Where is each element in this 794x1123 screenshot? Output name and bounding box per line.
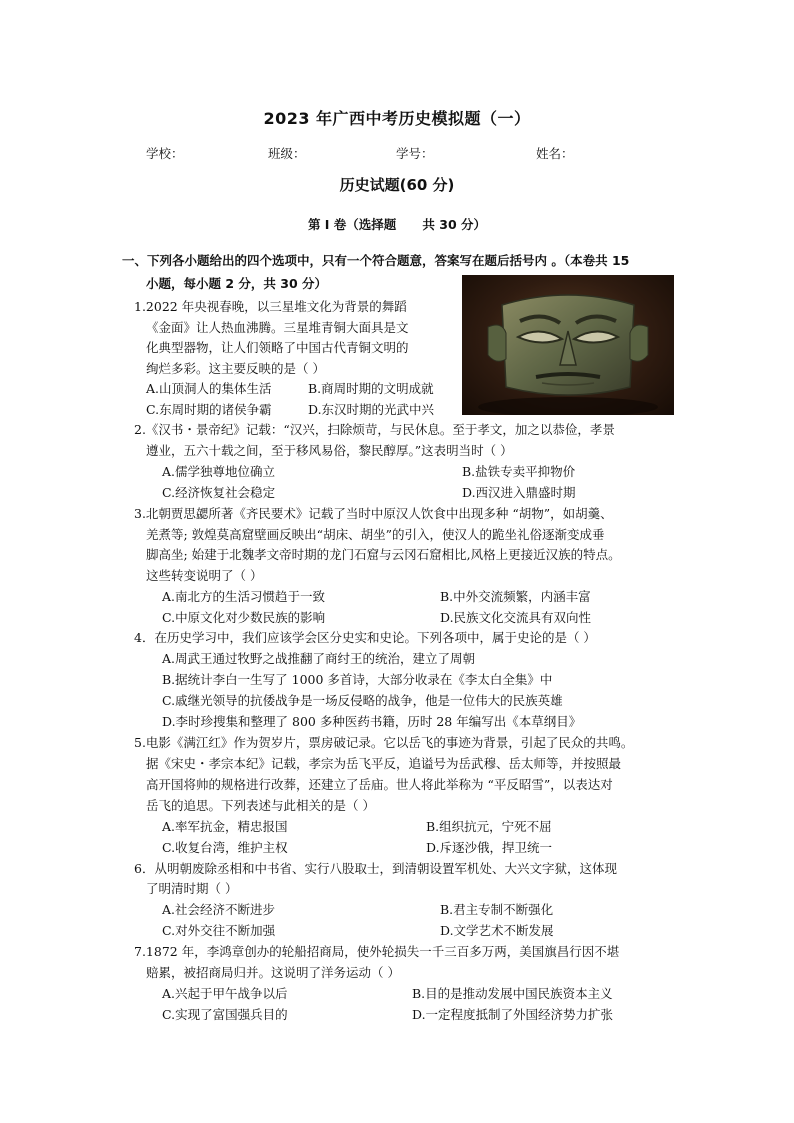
q5-stem-line: 岳飞的追思。下列表述与此相关的是（ ） bbox=[146, 798, 375, 813]
q5-option-d: D.斥逐沙俄，捍卫统一 bbox=[426, 840, 553, 855]
q3-option-c: C.中原文化对少数民族的影响 bbox=[162, 610, 326, 625]
q1-option-a: A.山顶洞人的集体生活 bbox=[146, 381, 272, 396]
section-instruction-cont: 小题，每小题 2 分，共 30 分） bbox=[146, 276, 328, 291]
school-field-label: 学校： bbox=[146, 146, 184, 161]
q3-option-a: A.南北方的生活习惯趋于一致 bbox=[162, 589, 326, 604]
q4-option-b: B.据统计李白一生写了 1000 多首诗，大部分收录在《李太白全集》中 bbox=[162, 672, 553, 687]
q6-option-d: D.文学艺术不断发展 bbox=[440, 923, 554, 938]
q1-option-d: D.东汉时期的光武中兴 bbox=[308, 402, 435, 417]
q5-stem-line: 据《宋史・孝宗本纪》记载，孝宗为岳飞平反，追谥号为岳武穆、岳太师等，并按照最 bbox=[146, 756, 622, 771]
student-info-row bbox=[146, 144, 666, 162]
q2-stem-line: 2.《汉书・景帝纪》记载：“汉兴，扫除烦苛，与民休息。至于孝文，加之以恭俭，孝景 bbox=[134, 422, 615, 437]
q6-option-c: C.对外交往不断加强 bbox=[162, 923, 276, 938]
q4-option-d: D.李时珍搜集和整理了 800 多种医药书籍，历时 28 年编写出《本草纲目》 bbox=[162, 714, 582, 729]
q3-option-b: B.中外交流频繁，内涵丰富 bbox=[440, 589, 591, 604]
q1-stem-line: 《金面》让人热血沸腾。三星堆青铜大面具是文 bbox=[146, 320, 409, 335]
q2-option-d: D.西汉进入鼎盛时期 bbox=[462, 485, 576, 500]
student-number-field-label: 学号： bbox=[396, 146, 434, 161]
q1-option-b: B.商周时期的文明成就 bbox=[308, 381, 434, 396]
section-instruction: 一、下列各小题给出的四个选项中，只有一个符合题意，答案写在题后括号内 。（本卷共 15 bbox=[122, 253, 630, 268]
q5-stem-line: 5.电影《满江红》作为贺岁片，票房破记录。它以岳飞的事迹为背景，引起了民众的共鸣。 bbox=[134, 735, 634, 750]
q1-stem-line: 绚烂多彩。这主要反映的是（ ） bbox=[146, 361, 325, 376]
q3-stem-line: 羌煮等; 敦煌莫高窟壁画反映出“胡床、胡坐”的引入，使汉人的跪坐礼俗逐渐变成垂 bbox=[146, 527, 605, 542]
q2-option-b: B.盐铁专卖平抑物价 bbox=[462, 464, 576, 479]
q6-stem-line: 了明清时期（ ） bbox=[146, 881, 238, 896]
q3-option-d: D.民族文化交流具有双向性 bbox=[440, 610, 592, 625]
q4-option-a: A.周武王通过牧野之战推翻了商纣王的统治，建立了周朝 bbox=[162, 651, 476, 666]
exam-title: 2023 年广西中考历史模拟题（一） bbox=[263, 109, 531, 128]
q5-option-a: A.率军抗金，精忠报国 bbox=[162, 819, 288, 834]
q4-option-c: C.戚继光领导的抗倭战争是一场反侵略的战争，他是一位伟大的民族英雄 bbox=[162, 693, 563, 708]
q6-option-b: B.君主专制不断强化 bbox=[440, 902, 554, 917]
name-field-label: 姓名： bbox=[536, 146, 574, 161]
class-field-label: 班级： bbox=[268, 146, 306, 161]
sanxingdui-bronze-mask-image bbox=[462, 275, 674, 415]
q3-stem-line: 3.北朝贾思勰所著《齐民要术》记载了当时中原汉人饮食中出现多种 “胡物”，如胡羹、 bbox=[134, 506, 613, 521]
q3-stem-line: 这些转变说明了（ ） bbox=[146, 568, 263, 583]
q4-stem-line: 4．在历史学习中，我们应该学会区分史实和史论。下列各项中，属于史论的是（ ） bbox=[134, 630, 596, 645]
q7-option-a: A.兴起于甲午战争以后 bbox=[162, 986, 288, 1001]
q6-option-a: A.社会经济不断进步 bbox=[162, 902, 276, 917]
q7-option-d: D.一定程度抵制了外国经济势力扩张 bbox=[412, 1007, 614, 1022]
q5-option-c: C.收复台湾，维护主权 bbox=[162, 840, 288, 855]
bronze-mask-icon bbox=[462, 275, 674, 415]
q1-stem-line: 1.2022 年央视春晚，以三星堆文化为背景的舞蹈 bbox=[134, 299, 407, 314]
q1-stem-line: 化典型器物，让人们领略了中国古代青铜文明的 bbox=[146, 340, 409, 355]
q6-stem-line: 6．从明朝废除丞相和中书省、实行八股取士，到清朝设置军机处、大兴文字狱，这体现 bbox=[134, 861, 617, 876]
q5-stem-line: 高开国将帅的规格进行改葬，还建立了岳庙。世人将此举称为 “平反昭雪”，以表达对 bbox=[146, 777, 613, 792]
q2-option-a: A.儒学独尊地位确立 bbox=[162, 464, 276, 479]
q2-option-c: C.经济恢复社会稳定 bbox=[162, 485, 276, 500]
q3-stem-line: 脚高坐; 始建于北魏孝文帝时期的龙门石窟与云冈石窟相比,风格上更接近汉族的特点。 bbox=[146, 547, 621, 562]
q7-option-b: B.目的是推动发展中国民族资本主义 bbox=[412, 986, 613, 1001]
q1-option-c: C.东周时期的诸侯争霸 bbox=[146, 402, 272, 417]
q7-stem-line: 赔累，被招商局归并。这说明了洋务运动（ ） bbox=[146, 965, 400, 980]
part-title: 第 I 卷（选择题 共 30 分） bbox=[307, 217, 487, 232]
q5-option-b: B.组织抗元，宁死不屈 bbox=[426, 819, 552, 834]
q7-option-c: C.实现了富国强兵目的 bbox=[162, 1007, 288, 1022]
subject-title: 历史试题(60 分) bbox=[339, 176, 455, 194]
q2-stem-line: 遵业，五六十载之间，至于移风易俗，黎民醇厚。”这表明当时（ ） bbox=[146, 443, 513, 458]
q7-stem-line: 7.1872 年，李鸿章创办的轮船招商局，使外轮损失一千三百多万两，美国旗昌行因不堪 bbox=[134, 944, 620, 959]
